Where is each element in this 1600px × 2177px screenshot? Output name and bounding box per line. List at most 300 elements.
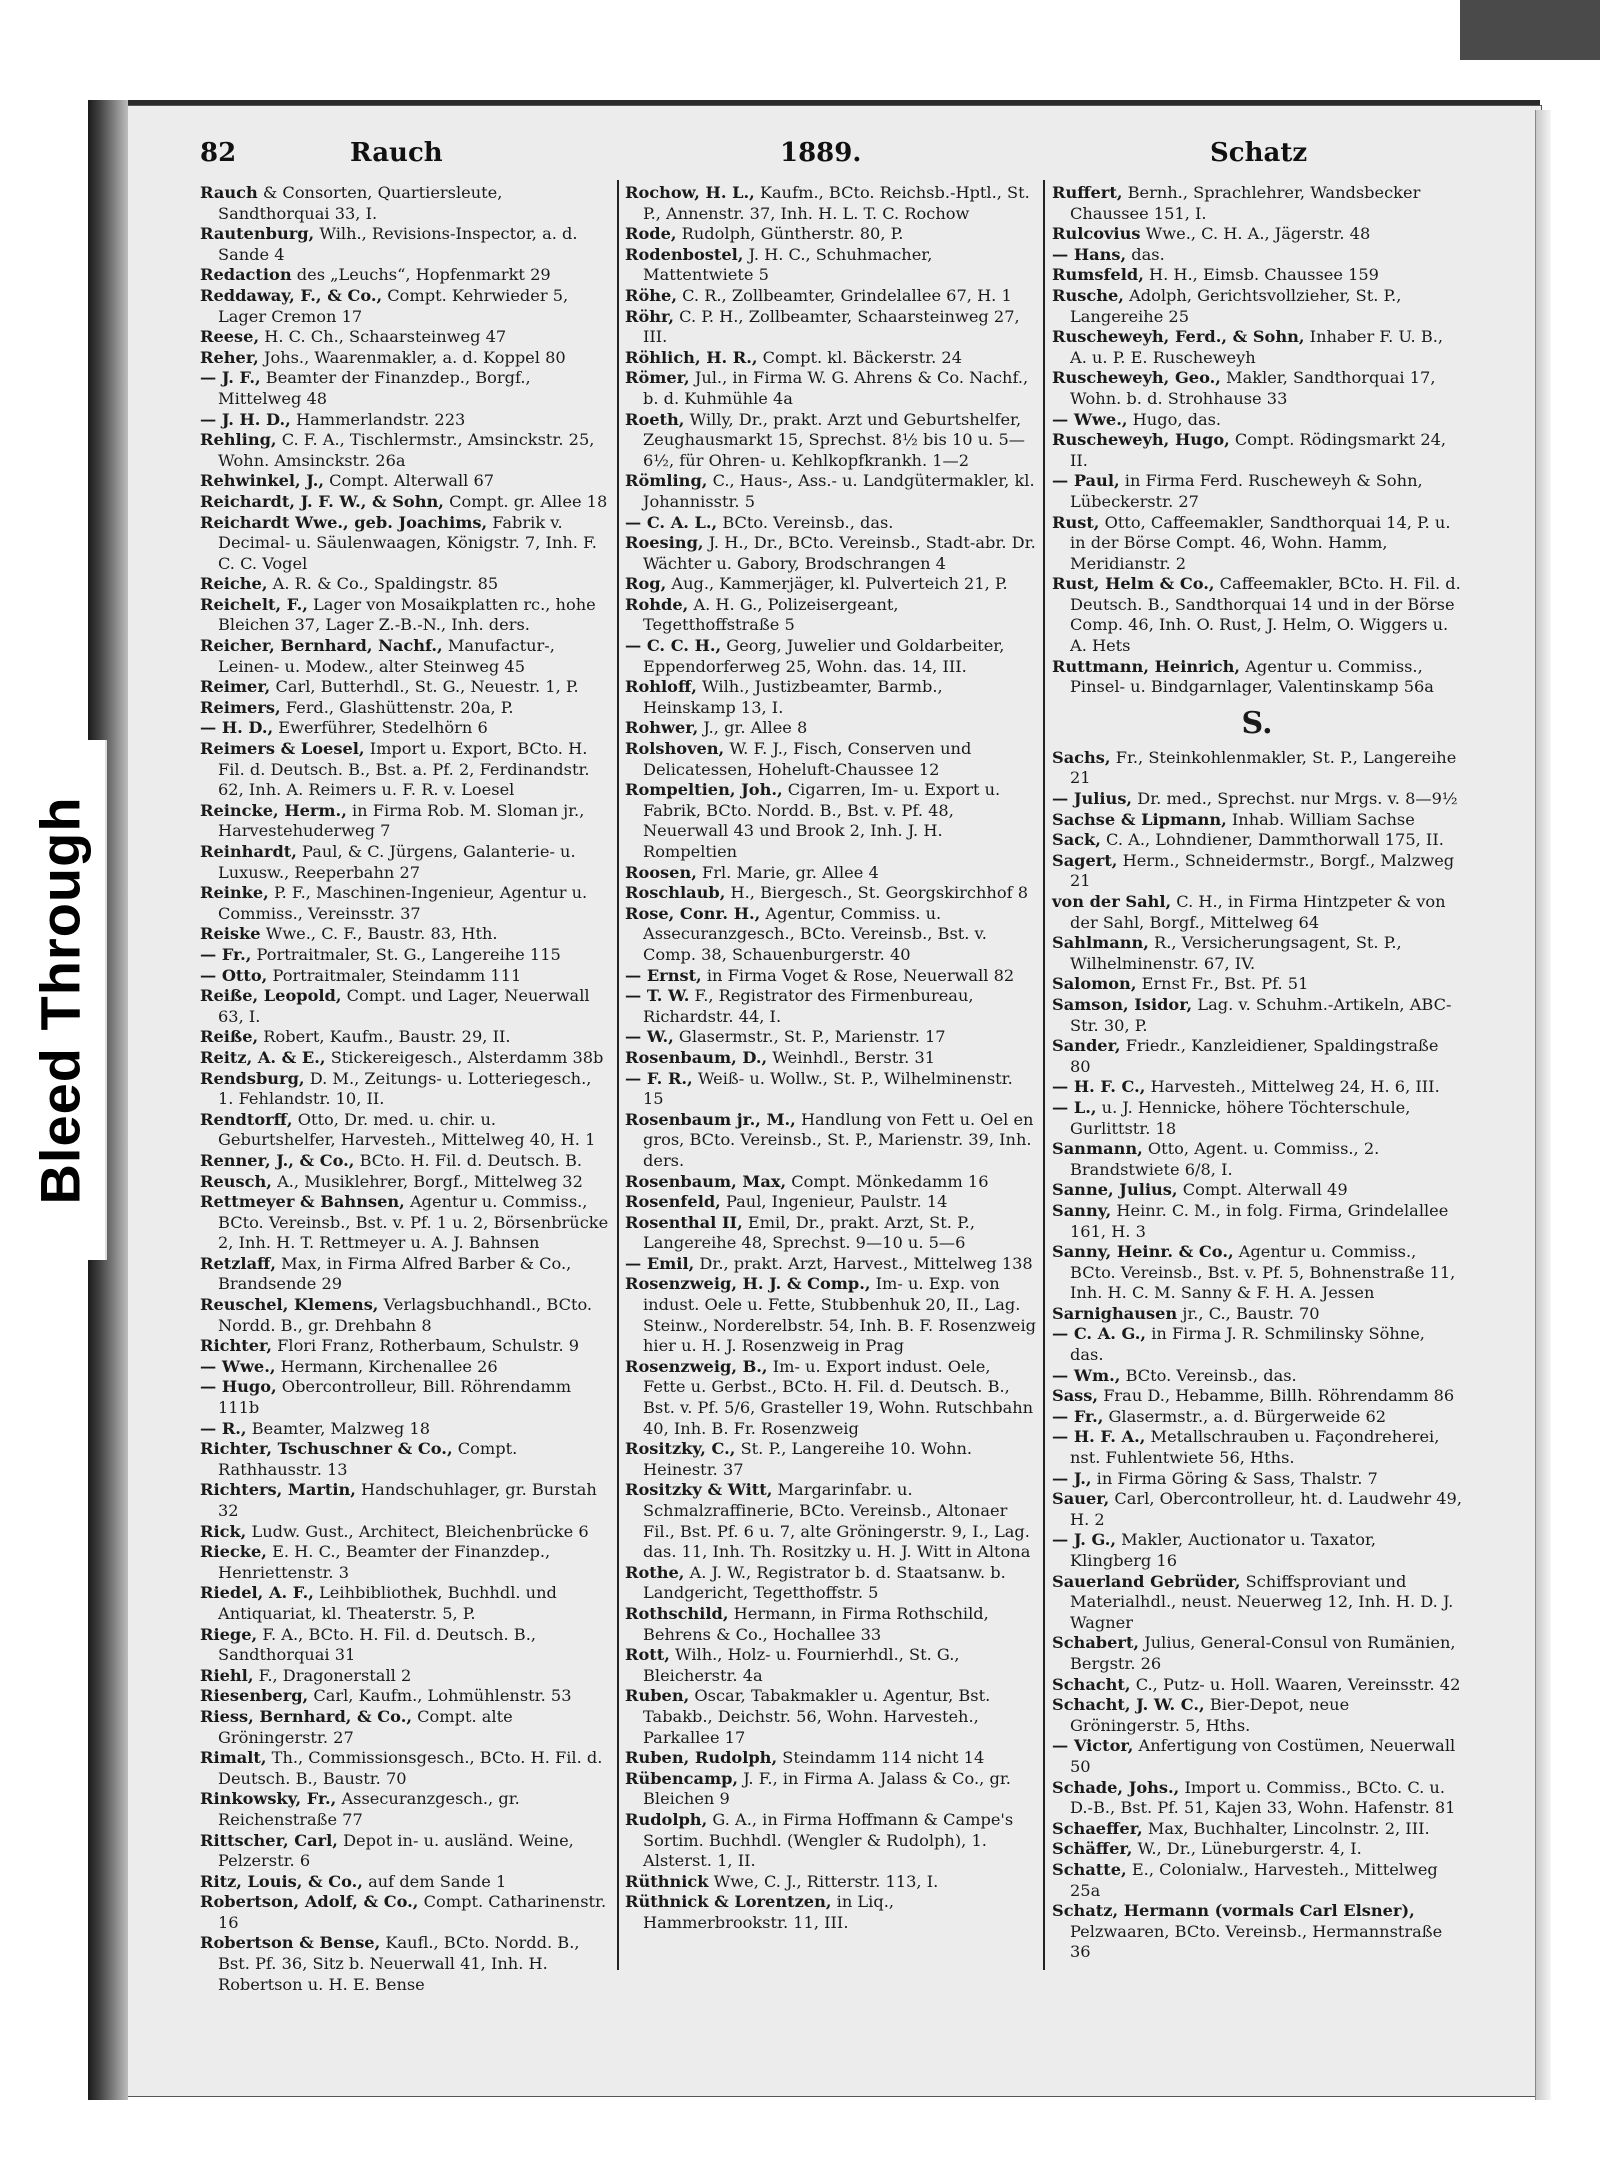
entry-name: Reichardt Wwe., geb. Joachims, bbox=[200, 512, 488, 532]
directory-entry bbox=[200, 1872, 610, 1893]
entry-details: A. H. G., Polizeisergeant, Tegetthoffstraße 5 bbox=[643, 594, 899, 635]
entry-name: Rothschild, bbox=[625, 1603, 729, 1623]
entry-name: — C. C. H., bbox=[625, 636, 722, 656]
entry-name: Rog, bbox=[625, 574, 667, 594]
directory-entry bbox=[625, 1213, 1037, 1254]
entry-name: Riecke, bbox=[200, 1542, 267, 1562]
entry-details: Paul, Ingenieur, Paulstr. 14 bbox=[725, 1192, 948, 1212]
entry-name: Rauch bbox=[200, 183, 258, 202]
directory-entry bbox=[1052, 974, 1462, 995]
page-right-edge bbox=[1535, 110, 1551, 2100]
entry-details: Johs., Waarenmakler, a. d. Koppel 80 bbox=[263, 347, 566, 367]
entry-details: Dr. med., Sprechst. nur Mrgs. v. 8—9½ bbox=[1137, 789, 1458, 809]
directory-entry bbox=[200, 966, 610, 987]
entry-name: — Ernst, bbox=[625, 965, 702, 985]
directory-entry bbox=[1052, 748, 1462, 789]
entry-name: — W., bbox=[625, 1027, 674, 1047]
entry-name: Rust, bbox=[1052, 512, 1100, 532]
entry-details: Makler, Sandthorquai 17, Wohn. b. d. Strohhause 33 bbox=[1070, 368, 1436, 408]
entry-details: C. H., in Firma Hintzpeter & von der Sahl, Borgf., Mittelweg 64 bbox=[1070, 892, 1446, 932]
entry-name: Ruscheweyh, Ferd., & Sohn, bbox=[1052, 327, 1305, 347]
entry-name: Reimers & Loesel, bbox=[200, 739, 365, 759]
entry-details: Compt. kl. Bäckerstr. 24 bbox=[762, 347, 962, 367]
directory-entry bbox=[625, 1645, 1037, 1686]
entry-name: — Fr., bbox=[200, 944, 252, 964]
directory-entry bbox=[625, 863, 1037, 884]
directory-entry bbox=[200, 286, 610, 327]
directory-entry bbox=[200, 1686, 610, 1707]
year-heading: 1889. bbox=[780, 138, 862, 168]
entry-name: Schatz, Hermann (vormals Carl Elsner), bbox=[1052, 1901, 1415, 1921]
directory-entry bbox=[200, 1933, 610, 1995]
entry-name: Ruttmann, Heinrich, bbox=[1052, 656, 1241, 676]
directory-entry bbox=[625, 1027, 1037, 1048]
directory-entry bbox=[200, 924, 610, 945]
entry-details: Agentur, Commiss. u. Assecuranzgesch., BCto. Vereinsb., Bst. v. Comp. 38, Schauenburgerstr. 40 bbox=[643, 903, 987, 964]
directory-entry bbox=[625, 636, 1037, 677]
entry-name: Ruffert, bbox=[1052, 183, 1123, 202]
entry-details: C. R., Zollbeamter, Grindelallee 67, H. 1 bbox=[682, 285, 1012, 305]
entry-details: Handlung von Fett u. Oel en gros, BCto. Vereinsb., St. P., Marienstr. 39, Inh. ders. bbox=[643, 1109, 1034, 1170]
entry-details: Carl, Obercontrolleur, ht. d. Laudwehr 49, H. 2 bbox=[1070, 1489, 1462, 1529]
entry-details: C., Putz- u. Holl. Waaren, Vereinsstr. 42 bbox=[1135, 1674, 1461, 1694]
entry-name: Röhe, bbox=[625, 285, 677, 305]
entry-details: Otto, Caffeemakler, Sandthorquai 14, P. u. in der Börse Compt. 46, Wohn. Hamm, Meridianstr. 2 bbox=[1070, 512, 1451, 573]
directory-entry bbox=[200, 986, 610, 1027]
directory-entry bbox=[1052, 1407, 1462, 1428]
directory-entry bbox=[1052, 851, 1462, 892]
directory-entry bbox=[1052, 513, 1462, 575]
directory-entry bbox=[625, 986, 1037, 1027]
entry-name: Roeth, bbox=[625, 409, 685, 429]
directory-entry bbox=[625, 1892, 1037, 1933]
directory-entry bbox=[1052, 1530, 1462, 1571]
directory-entry bbox=[200, 574, 610, 595]
entry-name: Rosenfeld, bbox=[625, 1192, 721, 1212]
directory-entry bbox=[1052, 1427, 1462, 1468]
entry-name: Sanny, Heinr. & Co., bbox=[1052, 1242, 1234, 1262]
entry-name: Schacht, J. W. C., bbox=[1052, 1695, 1205, 1715]
entry-name: Reichelt, F., bbox=[200, 594, 308, 614]
entry-details: Cigarren, Im- u. Export u. Fabrik, BCto. Nordd. B., Bst. v. Pf. 48, Neuerwall 43 und Brook 2, Inh. J. H. Rompeltien bbox=[643, 780, 1001, 861]
directory-entry bbox=[625, 677, 1037, 718]
entry-name: — Julius, bbox=[1052, 789, 1133, 809]
entry-name: Sanny, bbox=[1052, 1200, 1112, 1220]
directory-entry bbox=[200, 1254, 610, 1295]
entry-details: C. A., Lohndiener, Dammthorwall 175, II. bbox=[1106, 830, 1444, 850]
directory-entry bbox=[625, 1172, 1037, 1193]
directory-entry bbox=[625, 1604, 1037, 1645]
directory-entry bbox=[625, 348, 1037, 369]
entry-details: E. H. C., Beamter der Finanzdep., Henriettenstr. 3 bbox=[218, 1542, 551, 1582]
directory-entry bbox=[200, 1522, 610, 1543]
entry-name: Reuschel, Klemens, bbox=[200, 1295, 379, 1315]
directory-entry bbox=[200, 368, 610, 409]
entry-name: — F. R., bbox=[625, 1068, 693, 1088]
directory-entry bbox=[1052, 789, 1462, 810]
entry-details: Inhab. William Sachse bbox=[1231, 809, 1415, 829]
entry-details: Fr., Steinkohlenmakler, St. P., Langereihe 21 bbox=[1070, 747, 1457, 788]
directory-entry bbox=[200, 410, 610, 431]
directory-entry bbox=[1052, 327, 1462, 368]
directory-entry bbox=[1052, 1180, 1462, 1201]
entry-details: in Firma Rob. M. Sloman jr., Harvestehuderweg 7 bbox=[218, 800, 585, 841]
directory-entry bbox=[200, 1583, 610, 1624]
entry-name: Rüthnick bbox=[625, 1871, 709, 1891]
directory-entry bbox=[200, 1377, 610, 1418]
entry-name: — Wwe., bbox=[1052, 409, 1128, 429]
directory-entry bbox=[1052, 471, 1462, 512]
entry-name: Richters, Martin, bbox=[200, 1480, 356, 1500]
directory-column-1 bbox=[200, 183, 610, 1995]
directory-entry bbox=[200, 1069, 610, 1110]
entry-details: Portraitmaler, Steindamm 111 bbox=[272, 965, 522, 985]
entry-details: J. H. C., Schuhmacher, Mattentwiete 5 bbox=[643, 244, 933, 285]
directory-entry bbox=[1052, 1139, 1462, 1180]
directory-entry bbox=[1052, 1304, 1462, 1325]
entry-name: Rothe, bbox=[625, 1562, 685, 1582]
directory-entry bbox=[200, 842, 610, 883]
directory-entry bbox=[200, 1439, 610, 1480]
directory-entry bbox=[1052, 933, 1462, 974]
directory-entry bbox=[625, 1872, 1037, 1893]
entry-details: Carl, Butterhdl., St. G., Neuestr. 1, P. bbox=[275, 677, 579, 697]
directory-entry bbox=[1052, 1860, 1462, 1901]
entry-name: Rosenbaum, Max, bbox=[625, 1171, 787, 1191]
directory-entry bbox=[200, 265, 610, 286]
entry-details: Rudolph, Güntherstr. 80, P. bbox=[681, 224, 904, 244]
directory-entry bbox=[1052, 245, 1462, 266]
directory-entry bbox=[625, 780, 1037, 862]
entry-details: Verlagsbuchhandl., BCto. Nordd. B., gr. Drehbahn 8 bbox=[218, 1295, 593, 1335]
entry-name: Rettmeyer & Bahnsen, bbox=[200, 1192, 405, 1212]
entry-details: Compt. Alterwall 49 bbox=[1182, 1180, 1348, 1200]
directory-entry bbox=[200, 677, 610, 698]
entry-name: Retzlaff, bbox=[200, 1253, 276, 1273]
entry-name: — R., bbox=[200, 1418, 247, 1438]
entry-name: Sass, bbox=[1052, 1386, 1099, 1406]
entry-details: jr., C., Baustr. 70 bbox=[1182, 1303, 1320, 1323]
entry-details: Paul, & C. Jürgens, Galanterie- u. Luxusw., Reeperbahn 27 bbox=[218, 842, 576, 882]
directory-entry bbox=[1052, 430, 1462, 471]
directory-entry bbox=[625, 533, 1037, 574]
entry-details: Compt. Catharinenstr. 16 bbox=[218, 1892, 607, 1932]
entry-name: — Hans, bbox=[1052, 244, 1127, 264]
entry-name: — H. D., bbox=[200, 718, 274, 738]
directory-entry bbox=[1052, 1572, 1462, 1634]
directory-entry bbox=[625, 1069, 1037, 1110]
entry-name: Sack, bbox=[1052, 830, 1101, 850]
entry-name: Rositzky, C., bbox=[625, 1439, 736, 1459]
directory-entry bbox=[200, 739, 610, 801]
directory-entry bbox=[1052, 1036, 1462, 1077]
entry-details: J. H., Dr., BCto. Vereinsb., Stadt-abr. Dr. Wächter u. Gabory, Brodschrangen 4 bbox=[643, 533, 1036, 573]
entry-details: Compt. Kehrwieder 5, Lager Cremon 17 bbox=[218, 285, 569, 326]
entry-details: Agentur u. Commiss., BCto. Vereinsb., Bst. v. Pf. 5, Bohnenstraße 11, Inh. H. C. M. Sanny & F. H. A. Jessen bbox=[1070, 1242, 1456, 1303]
directory-entry bbox=[200, 1110, 610, 1151]
entry-name: Rositzky & Witt, bbox=[625, 1480, 773, 1500]
entry-details: C. F. A., Tischlermstr., Amsinckstr. 25, Wohn. Amsinckstr. 26a bbox=[218, 430, 595, 470]
entry-details: Max, in Firma Alfred Barber & Co., Brandsende 29 bbox=[218, 1253, 572, 1294]
directory-entry bbox=[625, 1480, 1037, 1562]
entry-details: R., Versicherungsagent, St. P., Wilhelminenstr. 67, IV. bbox=[1070, 933, 1402, 973]
entry-details: Compt. Rathhausstr. 13 bbox=[218, 1439, 518, 1479]
entry-name: Rehling, bbox=[200, 430, 277, 450]
entry-details: Assecuranzgesch., gr. Reichenstraße 77 bbox=[218, 1789, 520, 1829]
entry-details: Pelzwaaren, BCto. Vereinsb., Hermannstraße 36 bbox=[1070, 1921, 1443, 1962]
entry-name: Riehl, bbox=[200, 1665, 254, 1685]
column-rule bbox=[617, 180, 619, 1970]
entry-name: Rendtorff, bbox=[200, 1109, 293, 1129]
directory-entry bbox=[625, 1192, 1037, 1213]
entry-name: Reusch, bbox=[200, 1171, 272, 1191]
entry-details: BCto. Vereinsb., das. bbox=[1125, 1365, 1297, 1385]
directory-entry bbox=[200, 1357, 610, 1378]
entry-name: — J., bbox=[1052, 1468, 1092, 1488]
entry-details: Import u. Export, BCto. H. Fil. d. Deutsch. B., Bst. a. Pf. 2, Ferdinandstr. 62, Inh. A. Reimers u. F. R. v. Loesel bbox=[218, 739, 590, 800]
entry-name: Römer, bbox=[625, 368, 690, 388]
entry-name: Sauerland Gebrüder, bbox=[1052, 1571, 1241, 1591]
entry-details: Julius, General-Consul von Rumänien, Bergstr. 26 bbox=[1070, 1633, 1456, 1673]
entry-details: Manufactur-, Leinen- u. Modew., alter Steinweg 45 bbox=[218, 636, 555, 676]
directory-entry bbox=[1052, 1242, 1462, 1304]
entry-name: Reicher, Bernhard, Nachf., bbox=[200, 636, 443, 656]
entry-details: Flori Franz, Rotherbaum, Schulstr. 9 bbox=[277, 1336, 580, 1356]
directory-entry bbox=[625, 1748, 1037, 1769]
entry-details: Compt. alte Gröningerstr. 27 bbox=[218, 1706, 513, 1747]
entry-name: Rode, bbox=[625, 224, 677, 244]
entry-name: — Hugo, bbox=[200, 1377, 277, 1397]
directory-entry bbox=[625, 904, 1037, 966]
entry-details: G. A., in Firma Hoffmann & Campe's Sortim. Buchhdl. (Wengler & Rudolph), 1. Alsterst. 1, II. bbox=[643, 1809, 1014, 1871]
directory-entry bbox=[1052, 1366, 1462, 1387]
directory-entry bbox=[1052, 1695, 1462, 1736]
entry-name: Schabert, bbox=[1052, 1633, 1140, 1653]
directory-entry bbox=[1052, 1633, 1462, 1674]
directory-entry bbox=[200, 430, 610, 471]
entry-details: Carl, Kaufm., Lohmühlenstr. 53 bbox=[313, 1686, 572, 1706]
entry-details: Compt. Mönkedamm 16 bbox=[791, 1171, 989, 1191]
entry-name: Riesenberg, bbox=[200, 1686, 309, 1706]
entry-name: — C. A. L., bbox=[625, 512, 718, 532]
directory-entry bbox=[1052, 1736, 1462, 1777]
entry-name: Rehwinkel, J., bbox=[200, 471, 324, 491]
entry-details: das. bbox=[1131, 244, 1165, 264]
entry-details: W. F. J., Fisch, Conserven und Delicatessen, Hoheluft-Chaussee 12 bbox=[643, 739, 972, 779]
right-guide-word: Schatz bbox=[1210, 138, 1308, 168]
entry-name: Rosenzweig, H. J. & Comp., bbox=[625, 1274, 871, 1294]
directory-entry bbox=[1052, 410, 1462, 431]
entry-details: Wwe, C. J., Ritterstr. 113, I. bbox=[713, 1871, 939, 1891]
entry-name: Ruscheweyh, Geo., bbox=[1052, 368, 1221, 388]
directory-entry bbox=[1052, 830, 1462, 851]
entry-name: Sander, bbox=[1052, 1036, 1121, 1056]
entry-details: BCto. H. Fil. d. Deutsch. B. bbox=[359, 1150, 582, 1170]
entry-name: Roosen, bbox=[625, 862, 697, 882]
entry-details: Agentur u. Commiss., Pinsel- u. Bindgarnlager, Valentinskamp 56a bbox=[1070, 656, 1434, 697]
directory-entry bbox=[625, 471, 1037, 512]
entry-details: Dr., prakt. Arzt, Harvest., Mittelweg 138 bbox=[699, 1253, 1033, 1273]
directory-entry bbox=[200, 327, 610, 348]
entry-details: Fabrik v. Decimal- u. Säulenwaagen, Königstr. 7, Inh. F. C. C. Vogel bbox=[218, 512, 597, 573]
entry-name: Rautenburg, bbox=[200, 224, 315, 244]
entry-details: Compt. und Lager, Neuerwall 63, I. bbox=[218, 986, 590, 1026]
entry-name: Samson, Isidor, bbox=[1052, 994, 1193, 1014]
entry-name: Rose, Conr. H., bbox=[625, 903, 761, 923]
entry-details: Wwe., C. H. A., Jägerstr. 48 bbox=[1145, 224, 1371, 244]
entry-name: Schaeffer, bbox=[1052, 1818, 1143, 1838]
directory-entry bbox=[200, 1027, 610, 1048]
entry-details: P. F., Maschinen-Ingenieur, Agentur u. Commiss., Vereinsstr. 37 bbox=[218, 883, 588, 923]
entry-details: Georg, Juwelier und Goldarbeiter, Eppendorferweg 25, Wohn. das. 14, III. bbox=[643, 636, 1005, 676]
directory-entry bbox=[625, 1769, 1037, 1810]
entry-details: Wwe., C. F., Baustr. 83, Hth. bbox=[265, 924, 498, 944]
directory-entry bbox=[1052, 1901, 1462, 1963]
entry-name: — J. G., bbox=[1052, 1530, 1117, 1550]
bleed-through-label bbox=[15, 740, 107, 1260]
entry-details: Agentur u. Commiss., BCto. Vereinsb., Bst. v. Pf. 1 u. 2, Börsenbrücke 2, Inh. H. T. Rettmeyer u. A. J. Bahnsen bbox=[218, 1192, 609, 1253]
directory-entry bbox=[1052, 265, 1462, 286]
entry-details: Kaufm., BCto. Reichsb.-Hptl., St. P., Annenstr. 37, Inh. H. L. T. C. Rochow bbox=[643, 183, 1030, 223]
entry-details: W., Dr., Lüneburgerstr. 4, I. bbox=[1137, 1839, 1362, 1859]
entry-details: Caffeemakler, BCto. H. Fil. d. Deutsch. B., Sandthorquai 14 und in der Börse Comp. 46, Inh. O. Rust, J. Helm, O. Wiggers u. A. Hets bbox=[1070, 574, 1461, 656]
entry-name: — Paul, bbox=[1052, 471, 1120, 491]
directory-entry bbox=[1052, 1839, 1462, 1860]
entry-details: des „Leuchs“, Hopfenmarkt 29 bbox=[296, 265, 551, 285]
entry-details: BCto. Vereinsb., das. bbox=[722, 512, 894, 532]
entry-name: Rittscher, Carl, bbox=[200, 1830, 338, 1850]
entry-name: Rimalt, bbox=[200, 1748, 267, 1768]
directory-entry bbox=[1052, 1098, 1462, 1139]
entry-name: Rohwer, bbox=[625, 718, 699, 738]
entry-name: Rosenthal II, bbox=[625, 1212, 743, 1232]
entry-details: J. F., in Firma A. Jalass & Co., gr. Bleichen 9 bbox=[643, 1768, 1011, 1809]
entry-name: Roschlaub, bbox=[625, 883, 726, 903]
entry-details: Wilh., Holz- u. Fournierhdl., St. G., Bleicherstr. 4a bbox=[643, 1645, 960, 1685]
entry-details: Jul., in Firma W. G. Ahrens & Co. Nachf., b. d. Kuhmühle 4a bbox=[643, 368, 1029, 408]
directory-entry bbox=[200, 1172, 610, 1193]
entry-name: Sauer, bbox=[1052, 1489, 1110, 1509]
directory-entry bbox=[1052, 1469, 1462, 1490]
entry-name: Sanne, Julius, bbox=[1052, 1180, 1178, 1200]
directory-entry bbox=[1052, 1778, 1462, 1819]
entry-details: H. H., Eimsb. Chaussee 159 bbox=[1149, 265, 1379, 285]
entry-name: Richter, Tschuschner & Co., bbox=[200, 1439, 453, 1459]
entry-details: H. C. Ch., Schaarsteinweg 47 bbox=[264, 327, 507, 347]
entry-name: Schatte, bbox=[1052, 1859, 1127, 1879]
entry-details: Ewerführer, Stedelhörn 6 bbox=[278, 718, 488, 738]
entry-details: Compt. Alterwall 67 bbox=[329, 471, 495, 491]
entry-name: — J. F., bbox=[200, 368, 261, 388]
entry-details: Emil, Dr., prakt. Arzt, St. P., Langereihe 48, Sprechst. 9—10 u. 5—6 bbox=[643, 1212, 975, 1253]
entry-name: Rott, bbox=[625, 1645, 670, 1665]
entry-details: Frl. Marie, gr. Allee 4 bbox=[702, 862, 879, 882]
entry-name: Röhlich, H. R., bbox=[625, 347, 758, 367]
directory-entry bbox=[200, 1831, 610, 1872]
directory-entry bbox=[200, 698, 610, 719]
entry-name: Rübencamp, bbox=[625, 1768, 739, 1788]
entry-details: in Firma J. R. Schmilinsky Söhne, das. bbox=[1070, 1324, 1425, 1365]
left-guide-word: Rauch bbox=[350, 138, 443, 168]
entry-name: Schade, Johs., bbox=[1052, 1777, 1180, 1797]
entry-details: Inhaber F. U. B., A. u. P. E. Ruscheweyh bbox=[1070, 327, 1444, 367]
entry-name: Renner, J., & Co., bbox=[200, 1150, 355, 1170]
directory-entry bbox=[1052, 810, 1462, 831]
entry-name: Rodenbostel, bbox=[625, 244, 744, 264]
entry-details: Compt. gr. Allee 18 bbox=[449, 491, 608, 511]
directory-entry bbox=[625, 1439, 1037, 1480]
entry-name: — J. H. D., bbox=[200, 409, 291, 429]
entry-name: Ruscheweyh, Hugo, bbox=[1052, 430, 1230, 450]
directory-entry bbox=[200, 1666, 610, 1687]
entry-details: Makler, Auctionator u. Taxator, Klingberg 16 bbox=[1070, 1530, 1377, 1570]
directory-entry bbox=[200, 1151, 610, 1172]
entry-details: Frau D., Hebamme, Billh. Röhrendamm 86 bbox=[1103, 1386, 1455, 1406]
directory-entry bbox=[200, 513, 610, 575]
entry-details: Weiß- u. Wollw., St. P., Wilhelminenstr. 15 bbox=[643, 1068, 1013, 1109]
entry-name: Rosenzweig, B., bbox=[625, 1356, 768, 1376]
entry-name: Ritz, Louis, & Co., bbox=[200, 1871, 363, 1891]
directory-entry bbox=[200, 595, 610, 636]
entry-details: Otto, Dr. med. u. chir. u. Geburtshelfer, Harvesteh., Mittelweg 40, H. 1 bbox=[218, 1109, 596, 1150]
entry-name: — Victor, bbox=[1052, 1736, 1134, 1756]
directory-entry bbox=[200, 1295, 610, 1336]
entry-details: u. J. Hennicke, höhere Töchterschule, Gurlittstr. 18 bbox=[1070, 1097, 1411, 1138]
entry-details: D. M., Zeitungs- u. Lotteriegesch., 1. Fehlandstr. 10, II. bbox=[218, 1068, 592, 1109]
entry-name: Reimers, bbox=[200, 697, 281, 717]
column-rule bbox=[1043, 180, 1045, 1970]
entry-details: Herm., Schneidermstr., Borgf., Malzweg 21 bbox=[1070, 850, 1455, 891]
directory-entry bbox=[1052, 1324, 1462, 1365]
entry-name: Reher, bbox=[200, 347, 259, 367]
directory-entry bbox=[200, 883, 610, 924]
directory-entry bbox=[625, 183, 1037, 224]
entry-details: Ferd., Glashüttenstr. 20a, P. bbox=[285, 697, 514, 717]
entry-name: Reiske bbox=[200, 924, 261, 944]
entry-details: Compt. Rödingsmarkt 24, II. bbox=[1070, 430, 1447, 470]
entry-name: Rumsfeld, bbox=[1052, 265, 1144, 285]
entry-details: auf dem Sande 1 bbox=[368, 1871, 507, 1891]
entry-details: Glasermstr., a. d. Bürgerweide 62 bbox=[1108, 1406, 1387, 1426]
entry-name: — Wwe., bbox=[200, 1356, 276, 1376]
directory-entry bbox=[625, 1254, 1037, 1275]
entry-details: E., Colonialw., Harvesteh., Mittelweg 25a bbox=[1070, 1859, 1438, 1900]
entry-details: Friedr., Kanzleidiener, Spaldingstraße 80 bbox=[1070, 1036, 1439, 1076]
entry-details: J., gr. Allee 8 bbox=[703, 718, 808, 738]
directory-entry bbox=[625, 883, 1037, 904]
entry-name: Sarnighausen bbox=[1052, 1303, 1178, 1323]
entry-name: Schäffer, bbox=[1052, 1839, 1133, 1859]
entry-details: Th., Commissionsgesch., BCto. H. Fil. d. Deutsch. B., Baustr. 70 bbox=[218, 1748, 603, 1788]
entry-details: C., Haus-, Ass.- u. Landgütermakler, kl. Johannisstr. 5 bbox=[643, 471, 1035, 511]
entry-details: Oscar, Tabakmakler u. Agentur, Bst. Tabakb., Deichstr. 56, Wohn. Harvesteh., Parkallee 17 bbox=[643, 1686, 991, 1747]
entry-name: Robertson, Adolf, & Co., bbox=[200, 1892, 419, 1912]
entry-details: Wilh., Revisions-Inspector, a. d. Sande 4 bbox=[218, 224, 578, 264]
entry-name: Sahlmann, bbox=[1052, 933, 1149, 953]
directory-entry bbox=[200, 1625, 610, 1666]
entry-details: Heinr. C. M., in folg. Firma, Grindelallee 161, H. 3 bbox=[1070, 1200, 1449, 1241]
entry-details: Stickereigesch., Alsterdamm 38b bbox=[330, 1047, 604, 1067]
entry-name: Reichardt, J. F. W., & Sohn, bbox=[200, 491, 444, 511]
page-header bbox=[200, 138, 1460, 178]
directory-entry bbox=[625, 1274, 1037, 1356]
entry-name: Reddaway, F., & Co., bbox=[200, 285, 383, 305]
directory-entry bbox=[1052, 368, 1462, 409]
entry-details: A., Musiklehrer, Borgf., Mittelweg 32 bbox=[277, 1171, 583, 1191]
entry-details: F. A., BCto. H. Fil. d. Deutsch. B., Sandthorquai 31 bbox=[218, 1624, 536, 1665]
entry-details: Handschuhlager, gr. Burstah 32 bbox=[218, 1480, 597, 1520]
entry-name: Sachs, bbox=[1052, 747, 1111, 767]
